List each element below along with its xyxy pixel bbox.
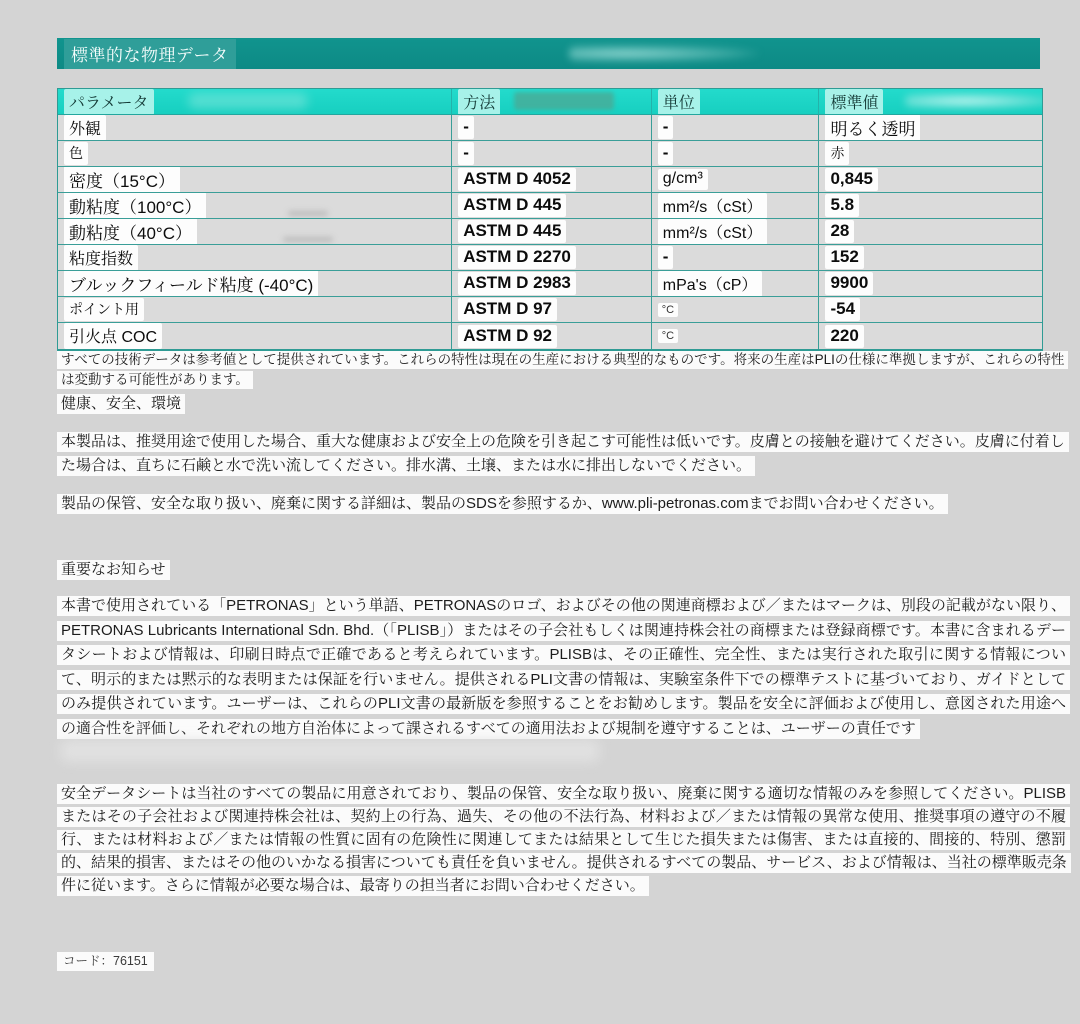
cell-value [819,297,1042,322]
table-row [58,271,1042,297]
redacted-line [60,740,600,762]
table-row [58,167,1042,193]
cell-method [452,167,652,192]
cell-parameter [58,245,452,270]
table-row [58,219,1042,245]
typical-value: 28 [825,220,854,243]
typical-value: 5.8 [825,194,859,217]
unit-value: g/cm³ [658,169,708,190]
parameter-label: ブルックフィールド粘度 (-40°C) [64,271,318,296]
paragraph-text: 製品の保管、安全な取り扱い、廃棄に関する詳細は、製品のSDSを参照するか、www.pli-petronas.comまでお問い合わせください。 [57,494,948,514]
heading-text: 健康、安全、環境 [57,394,185,414]
cell-parameter [58,219,452,244]
cell-unit [652,245,820,270]
parameter-label: 色 [64,142,88,165]
cell-value [819,219,1042,244]
method-value: ASTM D 445 [458,194,566,217]
typical-value: 赤 [825,142,849,165]
cell-method [452,245,652,270]
parameter-label: 動粘度（100°C） [64,193,206,218]
method-value: - [458,142,474,165]
section-heading-notice [57,558,170,579]
cell-unit [652,115,820,140]
cell-parameter [58,193,452,218]
header-cell-parameter [58,89,452,114]
typical-value: 220 [825,325,863,348]
faint-smudge [288,211,328,216]
unit-value: - [658,142,674,165]
cell-value [819,323,1042,349]
method-value: ASTM D 97 [458,298,557,321]
unit-value: mm²/s（cSt） [658,219,768,244]
method-value: - [458,116,474,139]
redacted-blur [905,93,1042,109]
cell-unit [652,271,820,296]
cell-parameter [58,271,452,296]
notice-paragraph-1 [57,594,1070,741]
typical-value: 明るく透明 [825,115,920,140]
cell-method [452,219,652,244]
cell-method [452,193,652,218]
unit-value: mPa's（cP） [658,271,763,296]
physical-data-table [57,88,1043,351]
parameter-label: 動粘度（40°C） [64,219,197,244]
column-header-label: 方法 [458,89,500,114]
parameter-label: 密度（15°C） [64,167,180,192]
column-header-label: 標準値 [825,89,883,114]
unit-value: - [658,116,674,139]
footnote-text: すべての技術データは参考値として提供されています。これらの特性は現在の生産における典型的なものです。将来の生産はPLIの仕様に準拠しますが、これらの特性は変動する可能性があります。 [57,351,1068,389]
typical-value: 0,845 [825,168,878,191]
parameter-label: 引火点 COC [64,323,162,349]
unit-value: mm²/s（cSt） [658,193,768,218]
cell-value [819,141,1042,166]
header-cell-method [452,89,652,114]
cell-unit [652,167,820,192]
product-code-text: コード：76151 [57,952,154,971]
method-value: ASTM D 92 [458,325,557,348]
cell-value [819,245,1042,270]
cell-method [452,323,652,349]
unit-value: °C [658,303,678,317]
cell-parameter [58,115,452,140]
typical-value: 152 [825,246,863,269]
method-value: ASTM D 4052 [458,168,576,191]
cell-method [452,271,652,296]
cell-method [452,115,652,140]
notice-paragraph-2 [57,782,1070,897]
product-code [57,951,154,969]
redacted-product-name [569,45,759,62]
cell-value [819,271,1042,296]
typical-value: -54 [825,298,860,321]
faint-smudge [283,237,333,242]
method-value: ASTM D 2270 [458,246,576,269]
table-row [58,297,1042,323]
cell-parameter [58,323,452,349]
cell-value [819,167,1042,192]
section-heading-health [57,392,185,413]
column-header-label: 単位 [658,89,700,114]
column-header-label: パラメータ [64,89,154,114]
cell-unit [652,323,820,349]
table-footnote [57,350,1067,390]
table-row [58,245,1042,271]
section-titlebar [57,38,1040,69]
redacted-blur [514,92,614,110]
table-row [58,323,1042,349]
cell-value [819,115,1042,140]
heading-text: 重要なお知らせ [57,560,170,580]
redacted-blur [188,93,308,109]
table-row [58,141,1042,167]
typical-value: 9900 [825,272,873,295]
cell-method [452,141,652,166]
header-cell-value [819,89,1042,114]
cell-parameter [58,141,452,166]
cell-parameter [58,297,452,322]
page-title: 標準的な物理データ [64,39,236,69]
health-paragraph-2 [57,492,1069,516]
unit-value: - [658,246,674,269]
method-value: ASTM D 445 [458,220,566,243]
cell-unit [652,141,820,166]
paragraph-text: 本書で使用されている「PETRONAS」という単語、PETRONASのロゴ、およびその他の関連商標および／またはマークは、別段の記載がない限り、PETRONAS Lubricants International Sdn. Bhd.（「PLISB」）またはその子会社もしくは関連持株会社の商標または登録商標です。本書に含まれるデータシートおよび情報は、印刷日時点で正確であると考えられています。PLISBは、その正確性、完全性、または実行された取引に関する情報について、明示的または黙示的な表明または保証を行いません。提供されるPLI文書の情報は、実験室条件下での標準テストに基づいており、ガイドとしてのみ提供されています。ユーザーは、これらのPLI文書の最新版を参照することをお勧めします。製品を安全に評価および使用し、意図された用途への適合性を評価し、それぞれの地方自治体によって課されるすべての適用法および規制を遵守することは、ユーザーの責任です [57,596,1070,739]
unit-value: °C [658,329,678,343]
header-cell-unit [652,89,820,114]
cell-unit [652,193,820,218]
cell-unit [652,297,820,322]
cell-method [452,297,652,322]
cell-unit [652,219,820,244]
cell-value [819,193,1042,218]
parameter-label: 外観 [64,115,106,140]
paragraph-text: 安全データシートは当社のすべての製品に用意されており、製品の保管、安全な取り扱い、廃棄に関する適切な情報のみを参照してください。PLISBまたはその子会社および関連持株会社は、契約上の行為、過失、その他の不法行為、材料および／または情報の異常な使用、推奨事項の遵守の不履行、または材料および／または情報の性質に固有の危険性に関連してまたは結果として生じた損失または傷害、または直接的、間接的、特別、懲罰的、結果的損害、またはその他のいかなる損害についても責任を負いません。提供されるすべての製品、サービス、および情報は、当社の標準販売条件に従います。さらに情報が必要な場合は、最寄りの担当者にお問い合わせください。 [57,784,1071,896]
health-paragraph-1 [57,430,1069,478]
table-row [58,193,1042,219]
table-row [58,115,1042,141]
paragraph-text: 本製品は、推奨用途で使用した場合、重大な健康および安全上の危険を引き起こす可能性は低いです。皮膚との接触を避けてください。皮膚に付着した場合は、直ちに石鹸と水で洗い流してください。排水溝、土壌、または水に排出しないでください。 [57,432,1069,476]
method-value: ASTM D 2983 [458,272,576,295]
parameter-label: ポイント用 [64,298,144,321]
cell-parameter [58,167,452,192]
parameter-label: 粘度指数 [64,245,138,270]
table-header-row [58,89,1042,115]
